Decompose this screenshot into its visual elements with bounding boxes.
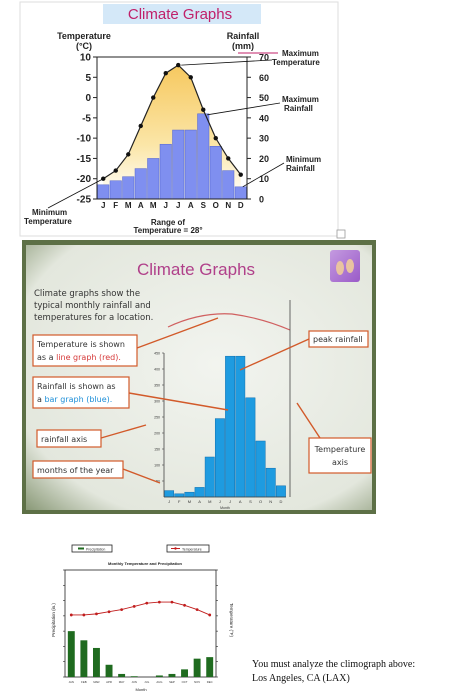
panel2-month-label: N	[269, 499, 273, 504]
rainfall-bar-7	[173, 130, 185, 199]
temp-tick-label: -20	[76, 174, 91, 186]
temperature-point-2	[114, 168, 118, 172]
precip-bar-12	[206, 657, 213, 677]
temp-tick-label: -15	[76, 153, 91, 165]
panel2-rain-tick-label: 400	[154, 367, 160, 372]
panel2-month-label: M	[187, 499, 192, 504]
rain-tick-label: 40	[259, 113, 270, 124]
rainfall-bar-4	[135, 169, 147, 199]
panel2-month-label: J	[168, 499, 171, 504]
panel2-month-label: M	[208, 499, 212, 504]
annotation-min-rain: Minimum	[286, 155, 322, 164]
panel2-intro-2: typical monthly rainfall and	[34, 301, 151, 311]
panel3-axes-frame	[65, 570, 216, 677]
hand-right-shape	[346, 259, 354, 273]
panel2-intro-1: Climate graphs show the	[34, 289, 141, 299]
callout-peak-rainfall-text: peak rainfall	[313, 335, 363, 344]
callout-temperature-text-1: Temperature is shown	[37, 340, 125, 349]
month-label: D	[237, 201, 244, 210]
temperature-point-4	[139, 124, 143, 128]
temperature-point-7	[176, 63, 180, 67]
panel3-title: Monthly Temperature and Precipitation	[108, 561, 182, 566]
temperature-point-8	[158, 601, 161, 604]
precip-bar-1	[68, 631, 75, 677]
rain-tick-label: 50	[259, 93, 270, 104]
temperature-point-9	[171, 601, 174, 604]
panel2-month-label: A	[198, 499, 201, 504]
panel3-month-label: JUN	[131, 680, 137, 684]
panel3-ylabel-right: Temperature (°F)	[229, 602, 234, 638]
rainfall-bar-2	[110, 181, 122, 199]
annotation-range-2: Temperature = 28°	[133, 226, 203, 235]
panel-climate-graph-1	[20, 2, 338, 236]
temperature-point-5	[120, 608, 123, 611]
rainfall-bar-4	[195, 487, 204, 497]
annotation-max-rain: Maximum	[282, 95, 319, 104]
temperature-point-1	[70, 614, 73, 617]
precip-bar-4	[106, 665, 113, 677]
panel3-xlabel: Month	[135, 687, 147, 692]
panel3-month-label: MAR	[93, 680, 100, 684]
rain-tick-label: 30	[259, 133, 270, 144]
precip-bar-2	[80, 640, 87, 677]
panel3-month-label: MAY	[118, 680, 125, 684]
panel1-temp-axis-unit: (°C)	[75, 41, 93, 51]
panel2-month-label: S	[249, 499, 252, 504]
panel2-rain-tick-label: 300	[154, 399, 160, 404]
panel1-title: Climate Graphs	[127, 6, 233, 23]
rainfall-bar-1	[164, 491, 173, 497]
panel3-month-label: APR	[106, 680, 112, 684]
rainfall-bar-12	[276, 486, 285, 497]
temperature-point-3	[95, 612, 98, 615]
rainfall-bar-6	[215, 419, 224, 497]
legend-temp-label: Temperature	[182, 547, 202, 552]
panel2-rain-tick-label: 450	[154, 351, 160, 356]
callout-temperature-axis-box	[309, 438, 371, 473]
temperature-point-6	[133, 605, 136, 608]
temp-tick-label: -10	[76, 133, 91, 145]
precip-bar-5	[118, 674, 125, 677]
rainfall-bar-5	[148, 158, 160, 199]
rainfall-bar-10	[210, 146, 222, 199]
precip-bar-9	[168, 674, 175, 677]
panel2-rain-tick-label: 200	[154, 431, 160, 436]
panel2-rain-tick-label: 100	[154, 463, 160, 468]
legend-precip-swatch	[78, 548, 84, 550]
callout-rainfall-text-2: a bar graph (blue).	[37, 395, 113, 404]
panel3-month-label: FEB	[81, 680, 87, 684]
panel3-month-label: NOV	[194, 680, 201, 684]
temperature-point-10	[183, 604, 186, 607]
temperature-point-11	[196, 608, 199, 611]
panel1-rain-axis-unit: (mm)	[232, 41, 254, 51]
panel2-month-label: F	[178, 499, 181, 504]
callout-months-text: months of the year	[37, 466, 114, 475]
annotation-min-temp: Minimum	[32, 208, 68, 217]
panel2-rain-tick-label: 350	[154, 383, 160, 388]
month-label: O	[212, 201, 219, 210]
rainfall-bar-9	[246, 398, 255, 497]
panel3-month-label: JUL	[144, 680, 150, 684]
rainfall-bar-9	[198, 114, 210, 199]
callout-rainfall-text-1: Rainfall is shown as	[37, 382, 116, 391]
raising-hands-icon	[330, 250, 360, 282]
caption-line-2: Los Angeles, CA (LAX)	[252, 673, 350, 684]
annotation-max-rain-2: Rainfall	[284, 104, 313, 113]
rainfall-bar-11	[266, 468, 275, 497]
precip-bar-6	[131, 676, 138, 677]
temperature-point-10	[214, 136, 218, 140]
rainfall-bar-11	[223, 171, 235, 199]
annotation-min-rain-2: Rainfall	[286, 164, 315, 173]
month-label: M	[124, 201, 132, 210]
rainfall-bar-8	[236, 356, 245, 497]
panel3-ylabel-left: Precipitation (in.)	[51, 603, 56, 637]
temperature-point-11	[226, 156, 230, 160]
rainfall-bar-5	[205, 457, 214, 497]
rainfall-bar-1	[98, 185, 110, 199]
panel3-month-label: JAN	[68, 680, 74, 684]
temp-tick-label: 5	[85, 72, 91, 84]
panel2-month-label: D	[279, 499, 283, 504]
callout-rainfall-axis-text: rainfall axis	[41, 435, 88, 444]
month-label: A	[187, 201, 194, 210]
panel3-month-label: DEC	[206, 680, 213, 684]
rain-tick-label: 10	[259, 174, 270, 185]
month-label: N	[225, 201, 232, 210]
panel2-month-label: J	[218, 499, 221, 504]
temperature-point-7	[145, 602, 148, 605]
legend-temp-marker	[174, 547, 176, 549]
legend-precip-label: Precipitation	[86, 547, 106, 552]
analysis-caption	[252, 658, 462, 686]
rainfall-bar-7	[225, 356, 234, 497]
panel2-xlabel: Month	[220, 506, 230, 510]
temp-tick-label: -25	[76, 194, 91, 206]
rainfall-bar-10	[256, 441, 265, 497]
panel3-month-label: SEP	[169, 680, 175, 684]
rain-tick-label: 70	[259, 52, 270, 63]
month-label: J	[101, 201, 106, 210]
panel-climograph-3	[51, 545, 234, 692]
temp-tick-label: 10	[79, 52, 91, 64]
expand-handle-icon[interactable]	[337, 230, 345, 238]
temperature-point-2	[82, 614, 85, 617]
callout-temperature-axis-text-1: Temperature	[314, 445, 366, 454]
panel2-rain-tick-label: 50	[156, 479, 160, 484]
precip-bar-10	[181, 669, 188, 677]
temperature-point-9	[201, 108, 205, 112]
month-label: S	[200, 201, 206, 210]
panel2-title: Climate Graphs	[136, 260, 256, 279]
panel2-month-label: O	[259, 499, 263, 504]
rain-tick-label: 60	[259, 72, 270, 83]
panel1-temp-axis-label: Temperature	[57, 31, 111, 41]
callout-temperature-text-2: as a line graph (red).	[37, 353, 121, 362]
rain-tick-label: 0	[259, 194, 265, 205]
temp-tick-label: -5	[82, 113, 91, 125]
temperature-point-12	[239, 172, 243, 176]
caption-line-1: You must analyze the climograph above:	[252, 659, 416, 670]
temp-tick-label: 0	[85, 93, 91, 105]
panel2-rain-tick-label: 150	[154, 447, 160, 452]
month-label: J	[163, 201, 168, 210]
panel3-month-label: OCT	[181, 680, 188, 684]
panel3-plot-area	[63, 570, 218, 684]
temperature-point-6	[164, 71, 168, 75]
temperature-point-12	[208, 614, 211, 617]
temperature-point-8	[189, 75, 193, 79]
panel3-month-label: AUG	[156, 680, 163, 684]
panel2-intro-3: temperatures for a location.	[34, 313, 154, 323]
panel2-month-label: J	[229, 499, 232, 504]
month-label: A	[137, 201, 144, 210]
temperature-line	[71, 602, 209, 615]
rainfall-bar-8	[185, 130, 197, 199]
rainfall-bar-3	[185, 492, 194, 497]
panel1-rain-axis-label: Rainfall	[226, 31, 260, 41]
rainfall-bar-12	[235, 187, 247, 199]
month-label: F	[113, 201, 119, 210]
panel2-month-label: A	[238, 499, 242, 504]
rain-tick-label: 20	[259, 153, 270, 164]
month-label: J	[176, 201, 181, 210]
precip-bar-8	[156, 675, 163, 677]
rainfall-bar-3	[123, 177, 135, 199]
precip-bar-11	[194, 659, 201, 677]
callout-temperature-axis-text-2: axis	[331, 458, 349, 467]
annotation-max-temp-2: Temperature	[272, 58, 320, 67]
month-label: M	[149, 201, 157, 210]
rainfall-bar-2	[175, 494, 184, 497]
rainfall-bar-6	[160, 144, 172, 199]
annotation-min-temp-2: Temperature	[24, 217, 72, 226]
panel-climate-graph-2	[22, 240, 376, 514]
annotation-max-temp: Maximum	[282, 49, 319, 58]
precip-bar-3	[93, 648, 100, 677]
hand-left-shape	[336, 261, 344, 275]
temperature-point-3	[126, 152, 130, 156]
temperature-point-5	[151, 95, 155, 99]
temperature-point-4	[108, 610, 111, 613]
panel2-rain-tick-label: 250	[154, 415, 160, 420]
annotation-range: Range of	[150, 218, 186, 227]
